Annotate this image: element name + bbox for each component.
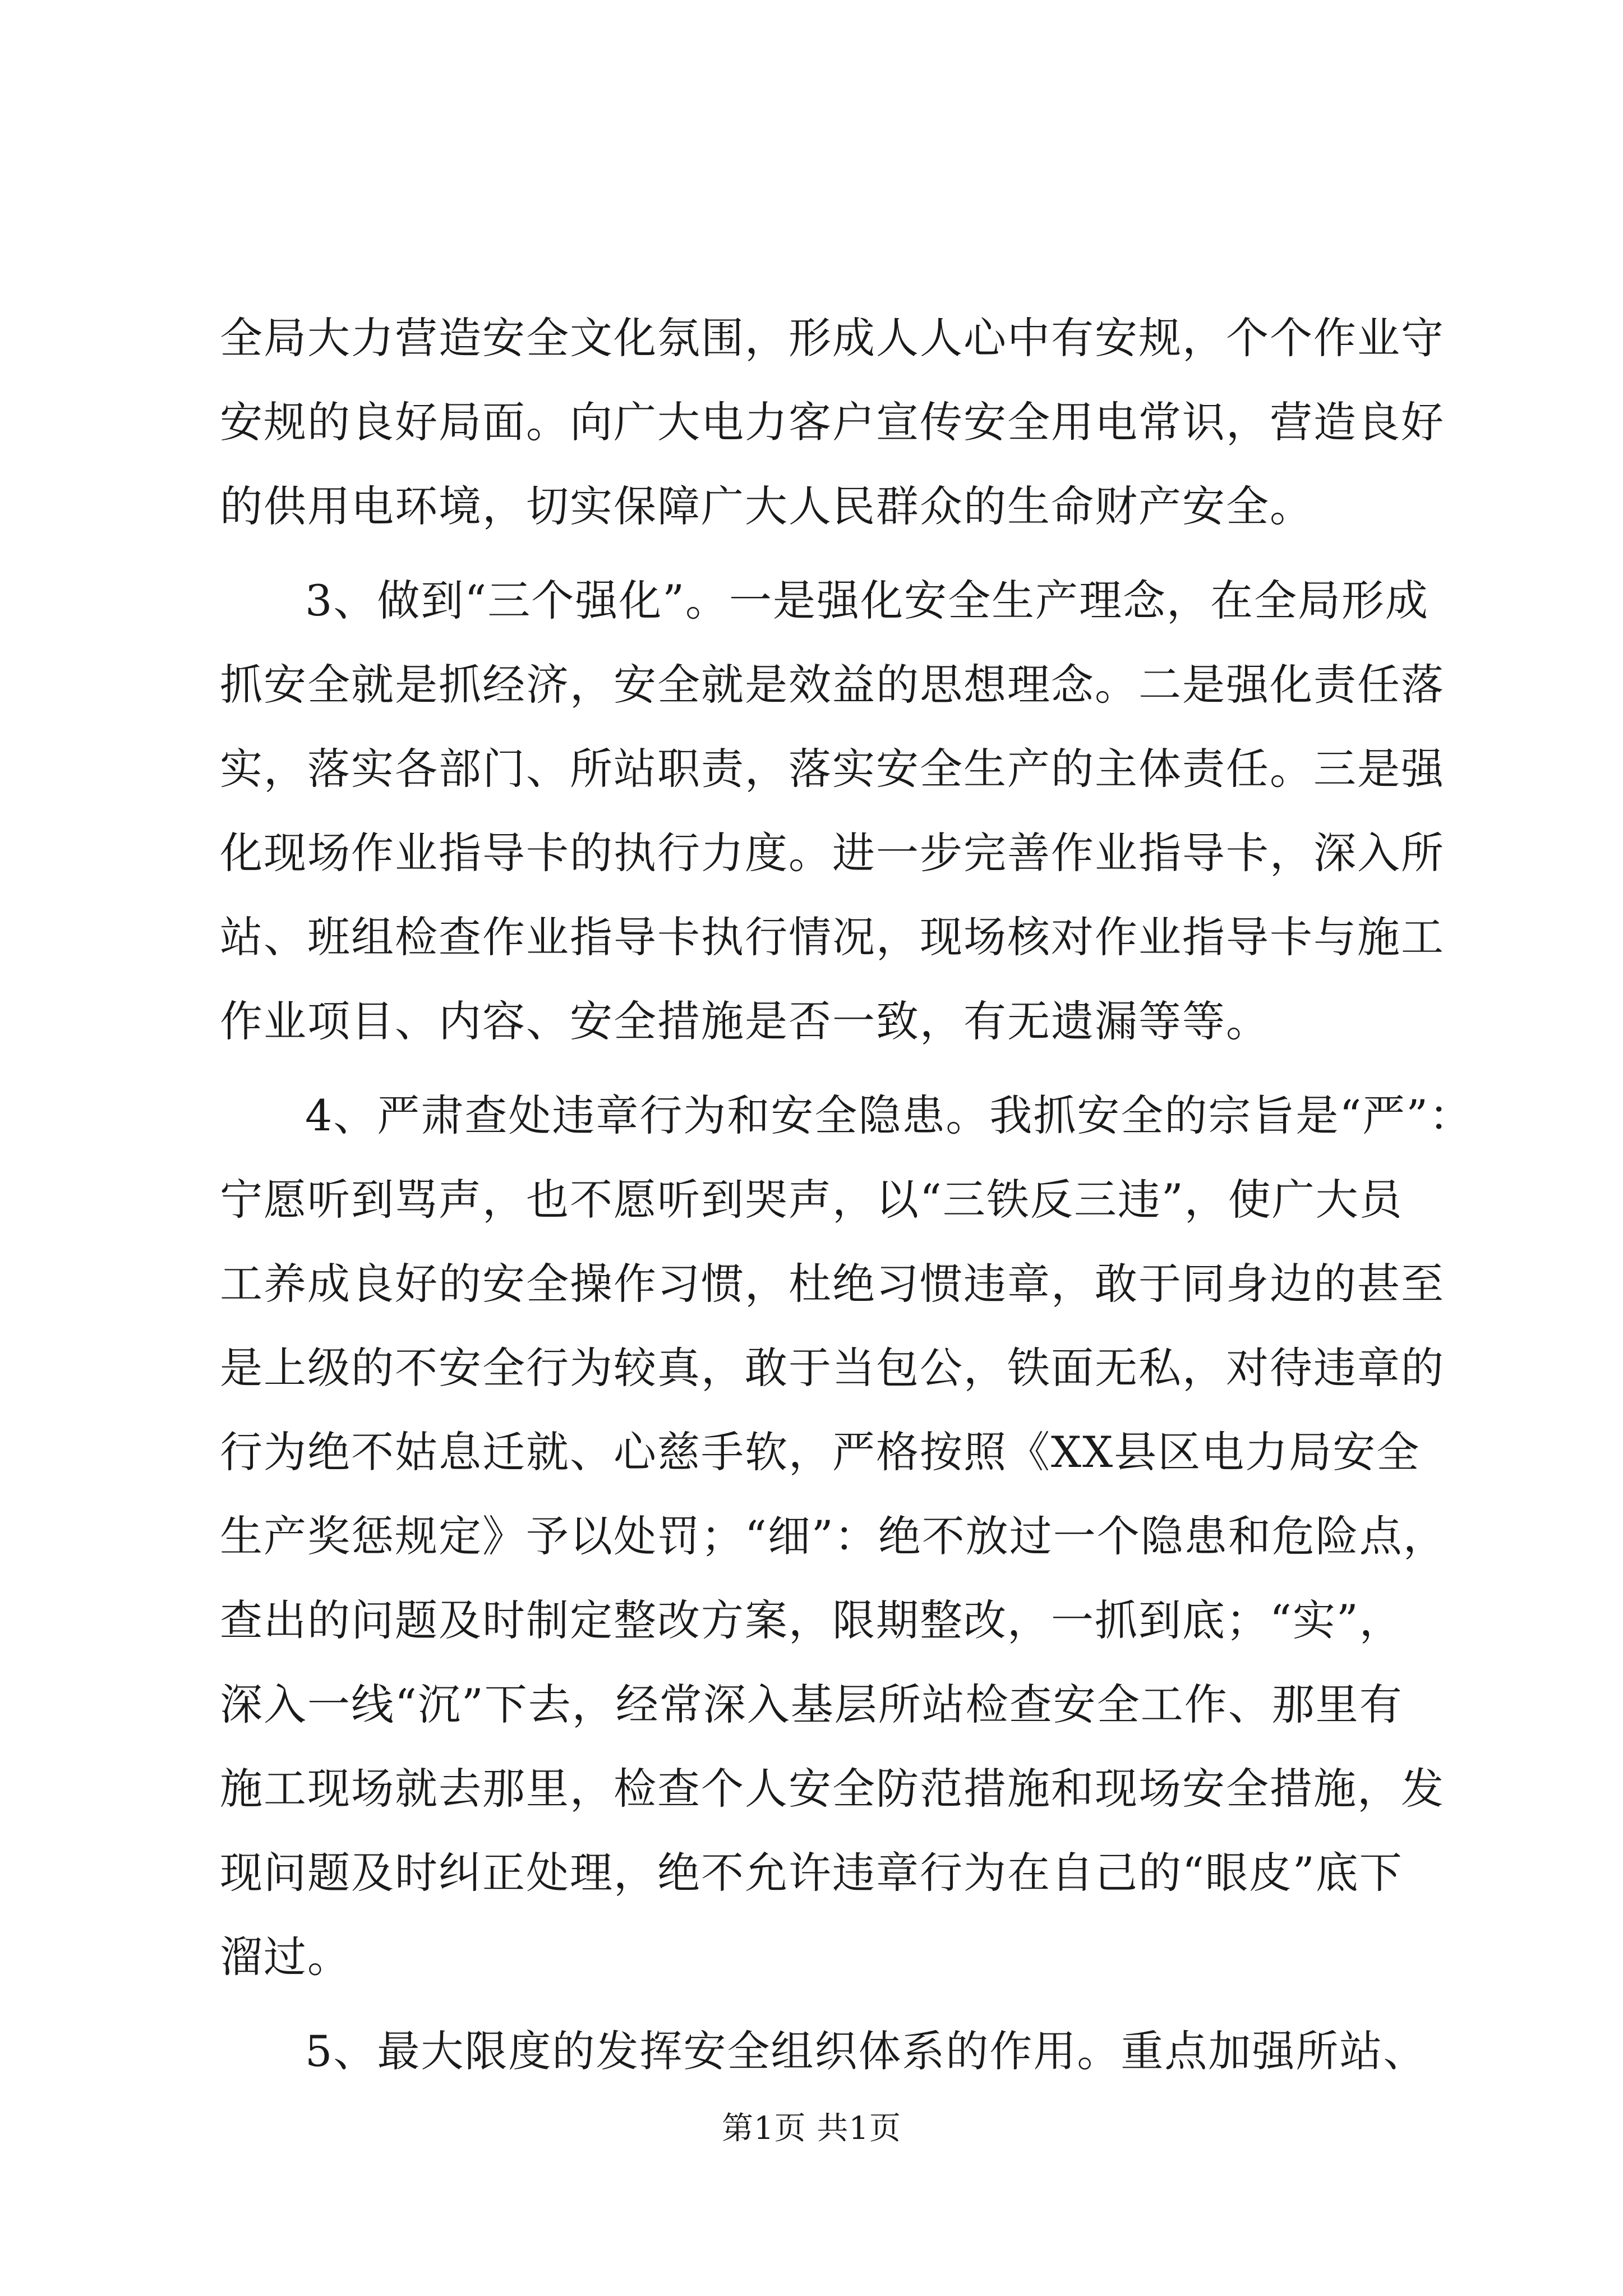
text-line: 查出的问题及时制定整改方案，限期整改，一抓到底；“实”， [220,1595,1403,1645]
text-line: 实，落实各部门、所站职责，落实安全生产的主体责任。三是强 [220,744,1445,794]
text-line: 行为绝不姑息迁就、心慈手软，严格按照《XX县区电力局安全 [220,1427,1421,1477]
text-line: 是上级的不安全行为较真，敢于当包公，铁面无私，对待违章的 [220,1343,1445,1393]
text-line: 化现场作业指导卡的执行力度。进一步完善作业指导卡，深入所 [220,828,1445,878]
text-line: 深入一线“沉”下去，经常深入基层所站检查安全工作、那里有 [220,1680,1403,1729]
text-line: 全局大力营造安全文化氛围，形成人人心中有安规，个个作业守 [220,313,1445,363]
body-text [220,296,1473,2093]
page-footer: 第1页 共1页 [721,2110,902,2147]
text-line: 安规的良好局面。向广大电力客户宣传安全用电常识，营造良好 [220,397,1445,447]
text-line: 施工现场就去那里，检查个人安全防范措施和现场安全措施，发 [220,1764,1445,1814]
text-line: 站、班组检查作业指导卡执行情况，现场核对作业指导卡与施工 [220,912,1445,962]
paragraph-5-start: 5、最大限度的发挥安全组织体系的作用。重点加强所站、 [305,2026,1427,2076]
text-line: 溜过。 [220,1932,351,1982]
text-line: 抓安全就是抓经济，安全就是效益的思想理念。二是强化责任落 [220,660,1445,710]
paragraph-4-start: 4、严肃查处违章行为和安全隐患。我抓安全的宗旨是“严”： [305,1091,1473,1140]
paragraph-3-start: 3、做到“三个强化”。一是强化安全生产理念，在全局形成 [305,576,1430,625]
text-line: 的供用电环境，切实保障广大人民群众的生命财产安全。 [220,481,1313,531]
text-line: 作业项目、内容、安全措施是否一致，有无遗漏等等。 [220,996,1270,1046]
text-line: 宁愿听到骂声，也不愿听到哭声，以“三铁反三违”，使广大员 [220,1175,1403,1225]
text-line: 现问题及时纠正处理，绝不允许违章行为在自己的“眼皮”底下 [220,1848,1403,1898]
text-line: 工养成良好的安全操作习惯，杜绝习惯违章，敢于同身边的甚至 [220,1259,1445,1309]
text-line: 生产奖惩规定》予以处罚；“细”：绝不放过一个隐患和危险点， [220,1511,1447,1561]
